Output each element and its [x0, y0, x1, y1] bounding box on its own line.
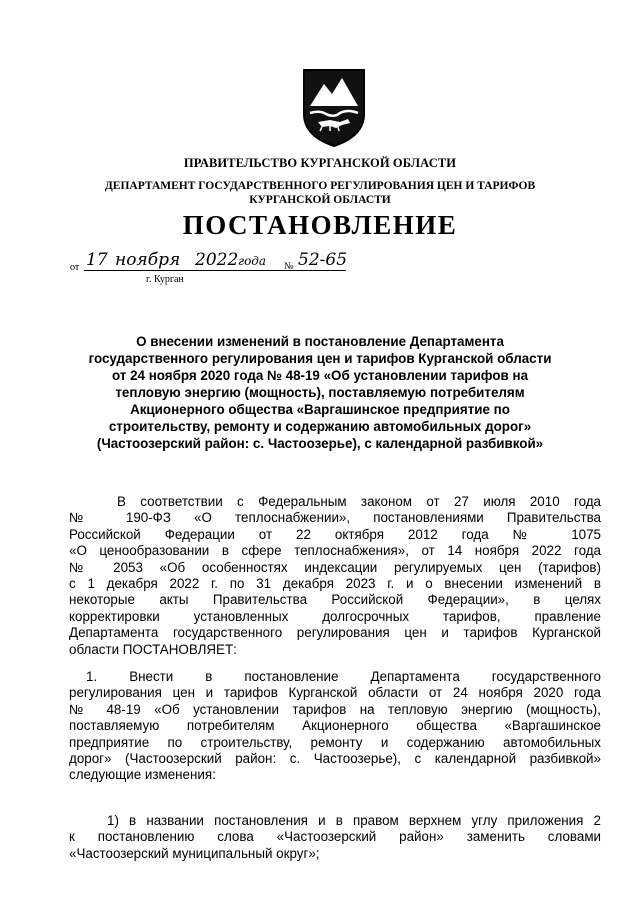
- body-line: дорог» (Частоозерский район: с. Частоозерье), с календарной разбивкой»: [69, 750, 601, 766]
- title-line: строительству, ремонту и содержанию автомобильных дорог»: [108, 419, 532, 434]
- handwritten-goda: года: [238, 254, 267, 268]
- body-line: № 2053 «Об особенностях индексации регулируемых цен (тарифов): [69, 559, 601, 575]
- body-line: Департамента государственного регулирования цен и тарифов Курганской: [69, 625, 601, 641]
- government-name: ПРАВИТЕЛЬСТВО КУРГАНСКОЙ ОБЛАСТИ: [183, 156, 457, 170]
- body-line: № 190-ФЗ «О теплоснабжении», постановлениями Правительства: [69, 510, 601, 526]
- body-line: 1) в названии постановления и в правом верхнем углу приложения 2: [107, 813, 601, 828]
- paragraph-subitem-1: [69, 813, 601, 862]
- city-name: г. Курган: [146, 274, 184, 285]
- body-line: «О ценообразовании в сфере теплоснабжения», от 14 ноября 2022 года: [69, 543, 601, 559]
- body-line: некоторые акты Правительства Российской Федерации», в целях: [69, 592, 601, 608]
- title-line: (Частоозерский район: с. Частоозерье), с календарной разбивкой»: [96, 436, 544, 451]
- body-line: Российской Федерации от 22 октября 2012 года № 1075: [69, 526, 601, 542]
- body-line: № 48-19 «Об установлении тарифов на тепловую энергию (мощность),: [69, 701, 601, 717]
- handwritten-year: 2022: [195, 250, 239, 270]
- paragraph-preamble: [69, 494, 601, 658]
- title-line: государственного регулирования цен и тарифов Курганской области: [88, 351, 552, 366]
- body-line: с 1 декабря 2022 г. по 31 декабря 2023 г. и о внесении изменений в: [69, 575, 601, 591]
- body-line: 1. Внести в постановление Департамента государственного: [86, 669, 601, 684]
- paragraph-item-1: [69, 669, 601, 784]
- body-line: В соответствии с Федеральным законом от 27 июля 2010 года: [117, 494, 601, 509]
- coat-of-arms-emblem: [300, 66, 368, 148]
- date-number-line: [70, 252, 390, 282]
- title-line: О внесении изменений в постановление Департамента: [136, 334, 504, 349]
- resolution-title: [72, 333, 568, 452]
- title-line: Акционерного общества «Варгашинское предприятие по: [130, 402, 510, 417]
- body-line: «Частоозерский муниципальный округ»;: [69, 845, 320, 861]
- department-name-line2: КУРГАНСКОЙ ОБЛАСТИ: [249, 194, 391, 206]
- handwritten-day: 17: [86, 250, 108, 270]
- body-line: следующие изменения:: [69, 767, 216, 783]
- number-sign: №: [284, 261, 294, 272]
- title-line: от 24 ноября 2020 года № 48-19 «Об установлении тарифов на: [111, 368, 529, 383]
- date-underline: [84, 270, 346, 271]
- body-line: к постановлению слова «Частоозерский район» заменить словами: [69, 829, 601, 845]
- handwritten-number: 52-65: [298, 250, 348, 270]
- body-line: регулирования цен и тарифов Курганской области от 24 ноября 2020 года: [69, 685, 601, 701]
- handwritten-month: ноября: [115, 250, 181, 270]
- document-type-heading: ПОСТАНОВЛЕНИЕ: [182, 210, 458, 240]
- department-name-line1: ДЕПАРТАМЕНТ ГОСУДАРСТВЕННОГО РЕГУЛИРОВАНИЯ ЦЕН И ТАРИФОВ: [104, 180, 536, 192]
- date-prefix: от: [70, 262, 80, 273]
- body-line: поставляемую потребителям Акционерного общества «Варгашинское: [69, 718, 601, 734]
- body-line: предприятие по строительству, ремонту и содержанию автомобильных: [69, 734, 601, 750]
- body-line: корректировки установленных долгосрочных тарифов, правление: [69, 608, 601, 624]
- body-line: области ПОСТАНОВЛЯЕТ:: [69, 641, 237, 657]
- title-line: тепловую энергию (мощность), поставляемую потребителям: [115, 385, 525, 400]
